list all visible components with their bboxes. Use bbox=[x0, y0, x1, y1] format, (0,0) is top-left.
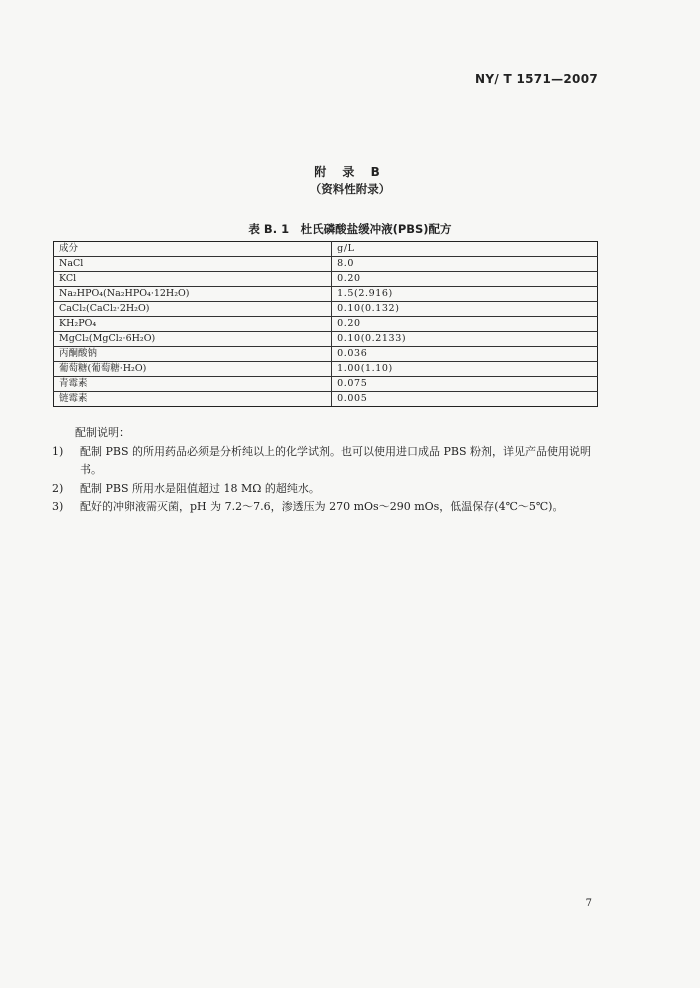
table-row bbox=[54, 347, 598, 362]
table-row bbox=[54, 257, 598, 272]
table-caption: 表 B. 1 杜氏磷酸盐缓冲液(PBS)配方 bbox=[248, 222, 452, 236]
value-cell: 1.5(2.916) bbox=[332, 287, 598, 302]
page-number: 7 bbox=[585, 898, 592, 909]
note-text: 配好的冲卵液需灭菌，pH 为 7.2～7.6，渗透压为 270 mOs～290 mOs，低温保存(4℃～5℃)。 bbox=[80, 500, 564, 513]
table-row bbox=[54, 377, 598, 392]
note-item bbox=[52, 480, 605, 499]
component-cell: NaCl bbox=[54, 257, 332, 272]
notes-title: 配制说明： bbox=[75, 426, 130, 439]
value-cell: 0.10(0.2133) bbox=[332, 332, 598, 347]
appendix-title: 附 录 B bbox=[314, 165, 386, 179]
note-item bbox=[52, 498, 605, 517]
table-header-row bbox=[54, 242, 598, 257]
component-cell: CaCl₂(CaCl₂·2H₂O) bbox=[54, 302, 332, 317]
note-text: 配制 PBS 所用水是阻值超过 18 MΩ 的超纯水。 bbox=[80, 481, 320, 495]
value-cell: 0.036 bbox=[332, 347, 598, 362]
table-row bbox=[54, 272, 598, 287]
component-cell: KCl bbox=[54, 272, 332, 287]
note-number: 3) bbox=[52, 500, 64, 513]
table-row bbox=[54, 392, 598, 407]
value-cell: 8.0 bbox=[332, 257, 598, 272]
column-header-component: 成分 bbox=[54, 242, 332, 257]
standard-code: NY/ T 1571—2007 bbox=[475, 72, 598, 86]
value-cell: 0.10(0.132) bbox=[332, 302, 598, 317]
value-cell: 0.005 bbox=[332, 392, 598, 407]
table-row bbox=[54, 332, 598, 347]
pbs-formula-table bbox=[53, 241, 598, 407]
table-row bbox=[54, 302, 598, 317]
table-row bbox=[54, 362, 598, 377]
note-number: 2) bbox=[52, 481, 64, 495]
component-cell: MgCl₂(MgCl₂·6H₂O) bbox=[54, 332, 332, 347]
value-cell: 0.075 bbox=[332, 377, 598, 392]
note-text: 配制 PBS 的所用药品必须是分析纯以上的化学试剂。也可以使用进口成品 PBS 粉剂，详见产品使用说明书。 bbox=[80, 444, 592, 476]
value-cell: 1.00(1.10) bbox=[332, 362, 598, 377]
note-item bbox=[52, 443, 605, 480]
value-cell: 0.20 bbox=[332, 317, 598, 332]
component-cell: 链霉素 bbox=[54, 392, 332, 407]
component-cell: KH₂PO₄ bbox=[54, 317, 332, 332]
component-cell: 青霉素 bbox=[54, 377, 332, 392]
column-header-unit: g/L bbox=[332, 242, 598, 257]
component-cell: Na₂HPO₄(Na₂HPO₄·12H₂O) bbox=[54, 287, 332, 302]
component-cell: 丙酮酸钠 bbox=[54, 347, 332, 362]
table-row bbox=[54, 287, 598, 302]
table-row bbox=[54, 317, 598, 332]
appendix-subtitle: （资料性附录） bbox=[309, 182, 391, 196]
value-cell: 0.20 bbox=[332, 272, 598, 287]
component-cell: 葡萄糖(葡萄糖·H₂O) bbox=[54, 362, 332, 377]
preparation-notes bbox=[52, 424, 605, 517]
note-number: 1) bbox=[52, 444, 64, 458]
